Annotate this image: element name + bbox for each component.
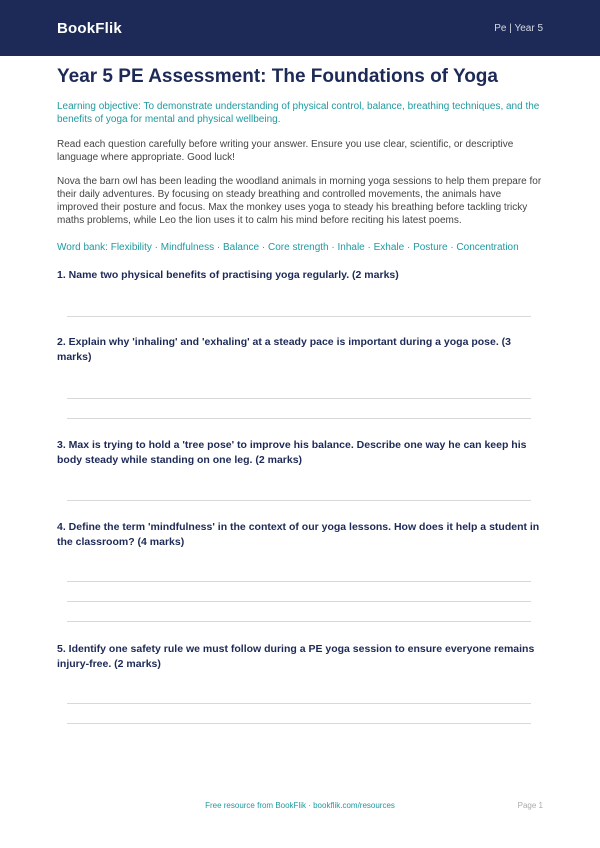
story-passage: Nova the barn owl has been leading the woodland animals in morning yoga sessions to help them prepare for their daily adventures. By focusing on steady breathing and controlled movements, the animals have improved their posture and focus. Max the monkey uses yoga to steady his breathing before tackling tricky maths problems, while Leo the lion uses it to calm his mind before reciting his latest poems. xyxy=(57,176,542,226)
answer-line[interactable] xyxy=(67,723,531,724)
brand-logo[interactable]: BookFlik xyxy=(57,19,122,37)
subject-year: Pe | Year 5 xyxy=(494,22,543,34)
question-3-text: 3. Max is trying to hold a 'tree pose' to improve his balance. Describe one way he can keep his body steady while standing on one leg. (2 marks) xyxy=(57,439,527,466)
answer-line[interactable] xyxy=(67,398,531,399)
question-5-text: 5. Identify one safety rule we must follow during a PE yoga session to ensure everyone remains injury-free. (2 marks) xyxy=(57,643,535,670)
page-number: Page 1 xyxy=(517,801,543,810)
page-title: Year 5 PE Assessment: The Foundations of Yoga xyxy=(57,66,498,87)
answer-line[interactable] xyxy=(67,581,531,582)
question-3 xyxy=(57,438,543,468)
word-bank: Word bank: Flexibility · Mindfulness · Balance · Core strength · Inhale · Exhale · Posture · Concentration xyxy=(57,242,519,253)
question-5 xyxy=(57,642,543,672)
answer-line[interactable] xyxy=(67,418,531,419)
answer-line[interactable] xyxy=(67,703,531,704)
answer-line[interactable] xyxy=(67,601,531,602)
question-1-text: 1. Name two physical benefits of practising yoga regularly. (2 marks) xyxy=(57,269,399,281)
question-2 xyxy=(57,335,543,365)
answer-line[interactable] xyxy=(67,500,531,501)
instructions: Read each question carefully before writing your answer. Ensure you use clear, scientific, or descriptive language where appropriate. Good luck! xyxy=(57,139,514,163)
learning-objective: Learning objective: To demonstrate understanding of physical control, balance, breathing techniques, and the benefits of yoga for mental and physical wellbeing. xyxy=(57,101,540,125)
question-1 xyxy=(57,268,543,283)
answer-line[interactable] xyxy=(67,621,531,622)
intro-section xyxy=(57,64,543,254)
question-4-text: 4. Define the term 'mindfulness' in the context of our yoga lessons. How does it help a student in the classroom? (4 marks) xyxy=(57,521,540,548)
question-2-text: 2. Explain why 'inhaling' and 'exhaling' at a steady pace is important during a yoga pose. (3 marks) xyxy=(57,336,512,363)
answer-line[interactable] xyxy=(67,316,531,317)
footer-resource-link[interactable]: Free resource from BookFlik · bookflik.com/resources xyxy=(205,801,395,810)
question-4 xyxy=(57,520,543,550)
page-header xyxy=(0,0,600,56)
page-footer xyxy=(0,801,600,815)
